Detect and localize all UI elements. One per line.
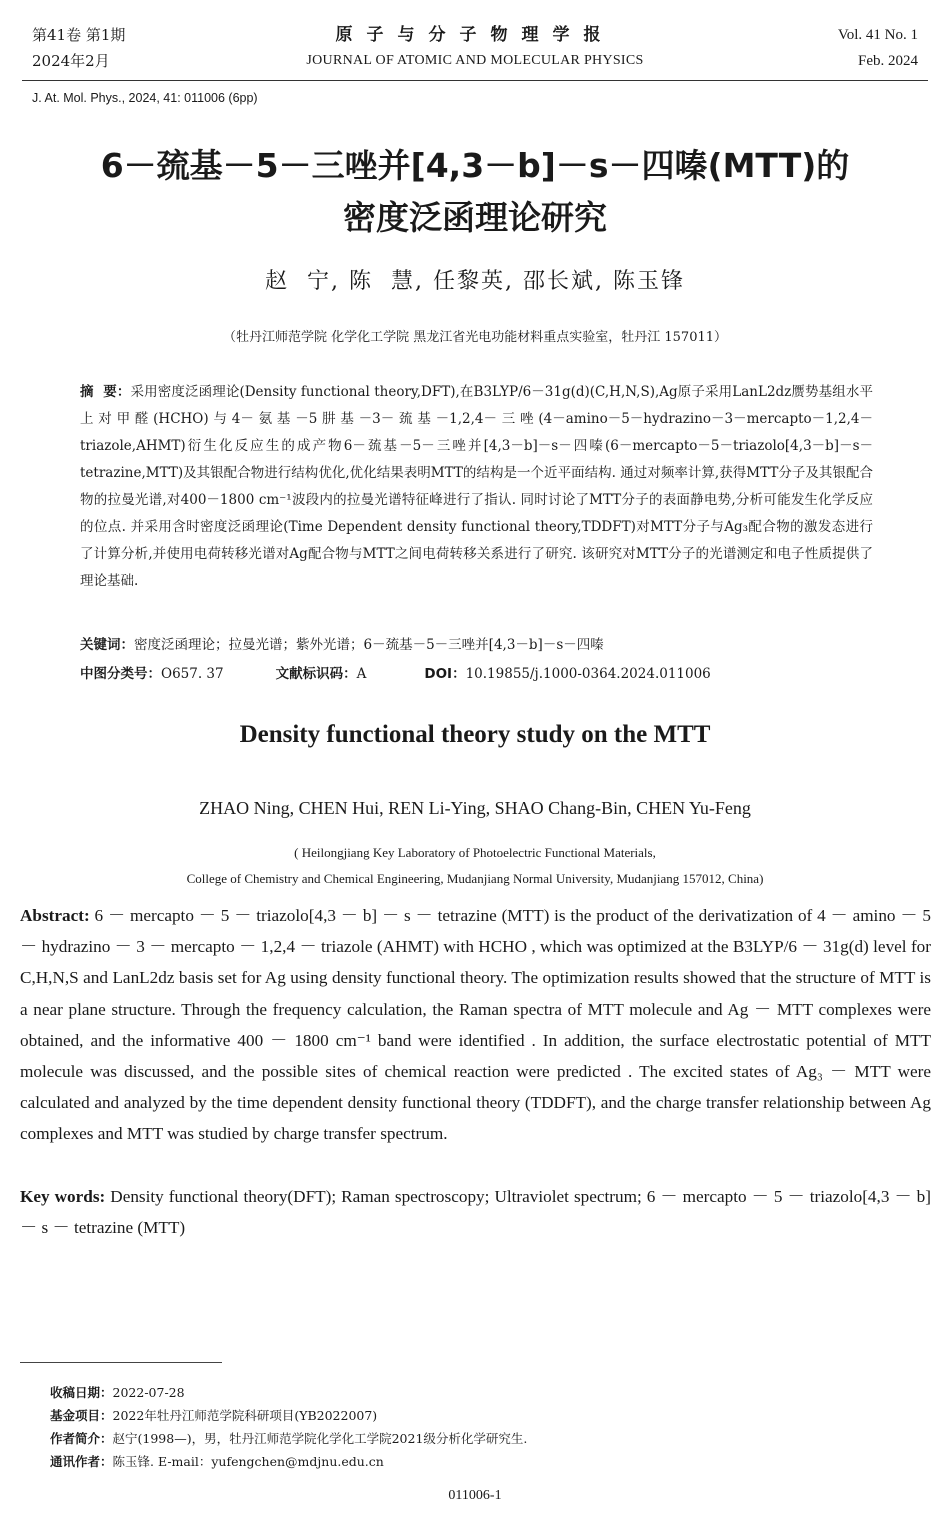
abstract-en-label: Abstract:	[20, 906, 90, 925]
header-center	[0, 22, 950, 74]
clc-label: 中图分类号：	[80, 666, 161, 682]
footnote-corresponding	[50, 1450, 910, 1473]
footnote-divider	[20, 1362, 222, 1363]
keywords-cn-label: 关键词：	[80, 637, 134, 653]
authors-en: ZHAO Ning, CHEN Hui, REN Li-Ying, SHAO Chang-Bin, CHEN Yu-Feng	[199, 798, 751, 818]
corresponding-value[interactable]: 陈玉锋. E-mail：yufengchen@mdjnu.edu.cn	[112, 1454, 384, 1469]
affiliation-cn: （牡丹江师范学院 化学化工学院 黑龙江省光电功能材料重点实验室，牡丹江 157011）	[222, 330, 728, 345]
keywords-en	[20, 1181, 931, 1243]
author-bio-value: 赵宁(1998—)，男，牡丹江师范学院化学化工学院2021级分析化学研究生.	[112, 1431, 528, 1446]
volume-issue-cn: 第41卷 第1期	[32, 26, 126, 44]
date-en: Feb. 2024	[858, 53, 918, 69]
affiliation-en-line1: ( Heilongjiang Key Laboratory of Photoelectric Functional Materials,	[294, 845, 656, 860]
footnote-author	[50, 1427, 910, 1450]
abstract-en-text: 6 － mercapto － 5 － triazolo[4,3 － b] － s － tetrazine (MTT) is the product of the derivatization of 4 － amino － 5 － hydrazino － 3 － mercapto － 1,2,4 － triazole (AHMT) with HCHO , which was optimized at the B3LYP/6 － 31g(d) level for C,H,N,S and LanL2dz basis set for Ag using density functional theory. The optimization results showed that the structure of MTT is a near plane structure. Through the frequency calculation, the Raman spectra of MTT molecule and Ag － MTT complexes were obtained, and the informative 400 － 1800 cm⁻¹ band were identified . In addition, the surface electrostatic potential of MTT molecule was discussed, and the possible sites of chemical reaction were predicted . The excited states of Ag₃ － MTT were calculated and analyzed by the time dependent density functional theory (TDDFT), and the charge transfer relationship between Ag complexes and MTT was studied by charge transfer spectrum.	[20, 906, 931, 1144]
footnote-fund	[50, 1404, 910, 1427]
keywords-en-label: Key words:	[20, 1187, 106, 1206]
footnotes	[50, 1381, 910, 1473]
abstract-en	[20, 900, 931, 1150]
title-cn-line2: 密度泛函理论研究	[343, 198, 607, 237]
title-cn-line1: 6－巯基－5－三唑并[4,3－b]－s－四嗪(MTT)的	[100, 146, 850, 185]
doi-label: DOI：	[424, 666, 466, 682]
fund-value: 2022年牡丹江师范学院科研项目(YB2022007)	[112, 1408, 378, 1423]
header-right	[838, 22, 918, 74]
abstract-cn	[80, 379, 873, 595]
date-cn: 2024年2月	[32, 52, 110, 70]
abstract-cn-label: 摘 要：	[80, 384, 131, 400]
corresponding-label: 通讯作者：	[50, 1454, 113, 1469]
authors-cn: 赵 宁, 陈 慧, 任黎英, 邵长斌, 陈玉锋	[265, 269, 685, 294]
received-label: 收稿日期：	[50, 1385, 113, 1400]
title-en: Density functional theory study on the MTT	[239, 721, 711, 748]
clc-value: O657. 37	[161, 666, 224, 682]
affiliation-en	[0, 840, 950, 892]
classification-line	[80, 661, 873, 687]
header-divider	[22, 80, 928, 81]
keywords-cn	[80, 632, 873, 658]
volume-issue-en: Vol. 41 No. 1	[837, 27, 918, 43]
doc-code-value: A	[356, 666, 367, 682]
abstract-cn-text: 采用密度泛函理论(Density functional theory,DFT),在B3LYP/6－31g(d)(C,H,N,S),Ag原子采用LanL2dz赝势基组水平上对甲醛(HCHO)与4－氨基－5肼基－3－巯基－1,2,4－三唑(4－amino－5－hydrazino－3－mercapto－1,2,4－triazole,AHMT)衍生化反应生的成产物6－巯基－5－三唑并[4,3－b]－s－四嗪(6－mercapto－5－triazolo[4,3－b]－s－tetrazine,MTT)及其银配合物进行结构优化,优化结果表明MTT的结构是一个近平面结构. 通过对频率计算,获得MTT分子及其银配合物的拉曼光谱,对400－1800 cm⁻¹波段内的拉曼光谱特征峰进行了指认. 同时讨论了MTT分子的表面静电势,分析可能发生化学反应的位点. 并采用含时密度泛函理论(Time Dependent density functional theory,TDDFT)对MTT分子与Ag₃配合物的激发态进行了计算分析,并使用电荷转移光谱对Ag配合物与MTT之间电荷转移关系进行了研究. 该研究对MTT分子的光谱测定和电子性质提供了理论基础.	[80, 384, 873, 589]
received-value: 2022-07-28	[112, 1385, 185, 1400]
author-bio-label: 作者简介：	[50, 1431, 113, 1446]
doc-code-label: 文献标识码：	[275, 666, 357, 682]
keywords-en-text: Density functional theory(DFT); Raman spectroscopy; Ultraviolet spectrum; 6 － mercapto － 5 － triazolo[4,3 － b] － s － tetrazine (MTT)	[20, 1187, 931, 1238]
doi-value[interactable]: 10.19855/j.1000-0364.2024.011006	[465, 666, 711, 682]
citation: J. At. Mol. Phys., 2024, 41: 011006 (6pp)	[32, 91, 258, 105]
keywords-cn-text: 密度泛函理论；拉曼光谱；紫外光谱；6－巯基－5－三唑并[4,3－b]－s－四嗪	[134, 637, 604, 653]
page-number: 011006-1	[448, 1488, 502, 1503]
journal-name-en: JOURNAL OF ATOMIC AND MOLECULAR PHYSICS	[306, 53, 644, 68]
affiliation-en-line2: College of Chemistry and Chemical Engineering, Mudanjiang Normal University, Mudanjiang 157012, China)	[186, 871, 764, 886]
title-cn	[20, 140, 930, 244]
footnote-received	[50, 1381, 910, 1404]
journal-name-cn: 原子与分子物理学报	[335, 25, 615, 45]
fund-label: 基金项目：	[50, 1408, 113, 1423]
